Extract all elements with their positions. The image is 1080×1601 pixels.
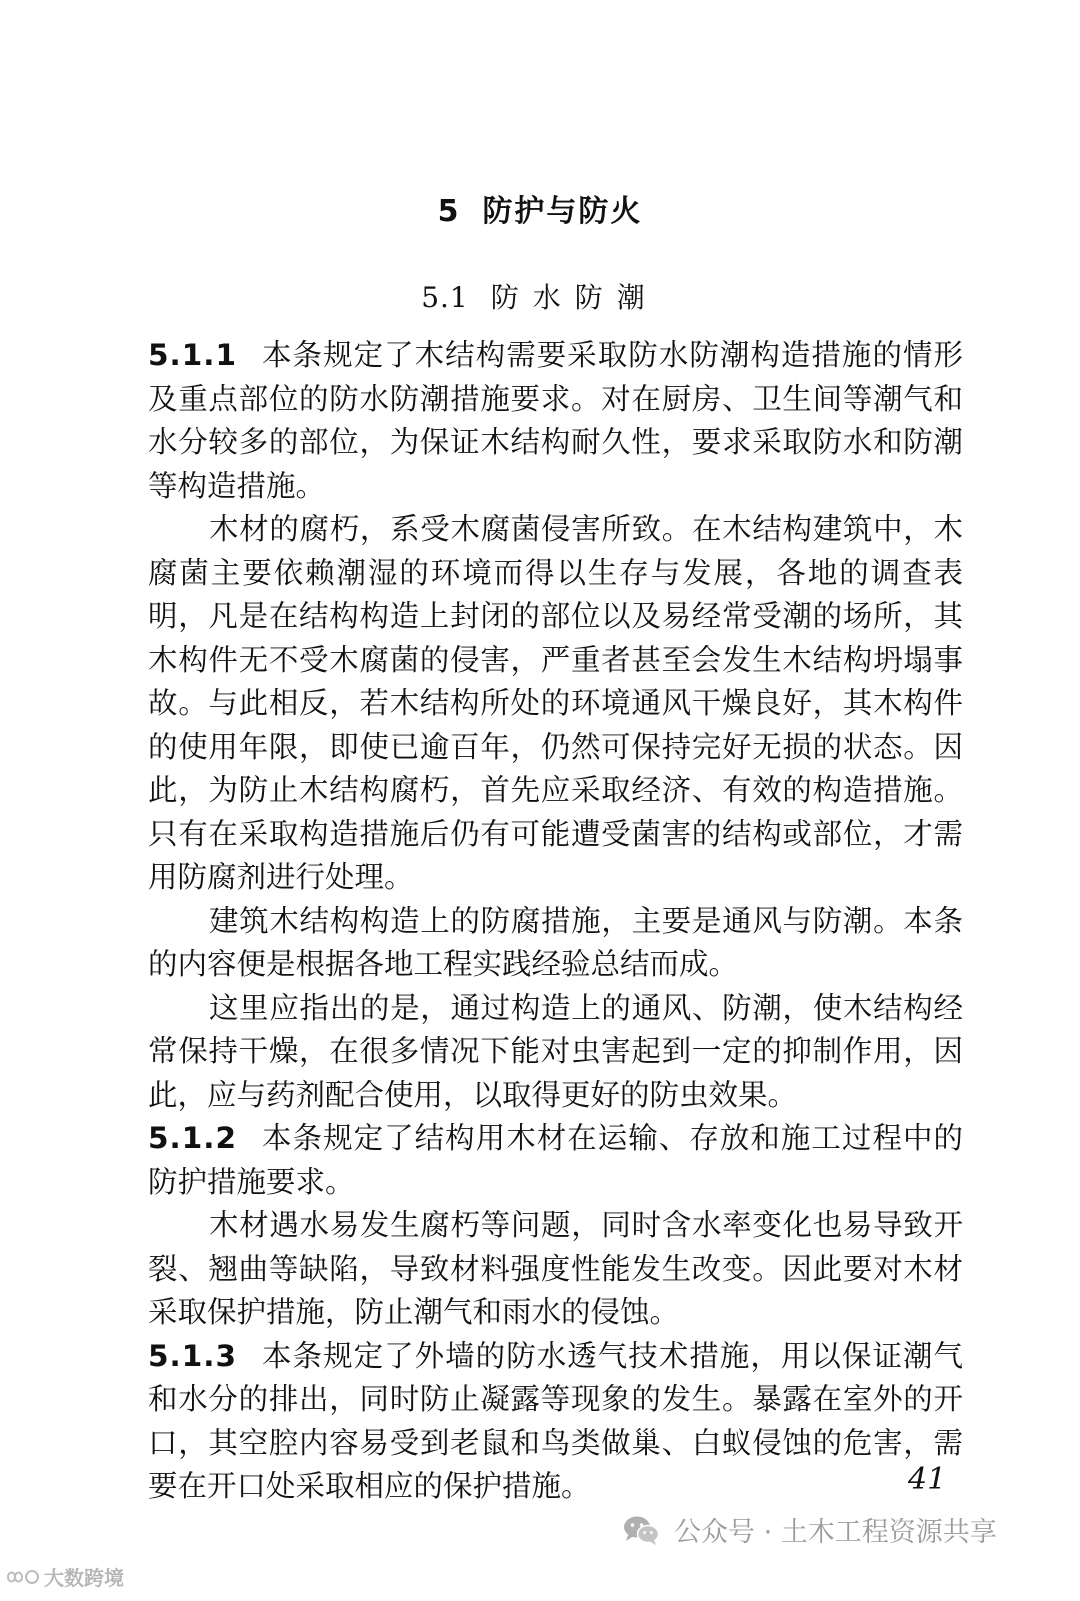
- paragraph-5-1-2: [148, 1117, 963, 1204]
- section-number: 5.1: [421, 281, 469, 314]
- infinity-logo-icon: [6, 1568, 40, 1586]
- chapter-title: [0, 186, 1080, 230]
- paragraph-text: 这里应指出的是，通过构造上的通风、防潮，使木结构经常保持干燥，在很多情况下能对虫害起到一定的抑制作用，因此，应与药剂配合使用，以取得更好的防虫效果。: [148, 990, 963, 1112]
- body-text: [148, 334, 963, 1509]
- paragraph-text: 本条规定了结构用木材在运输、存放和施工过程中的防护措施要求。: [148, 1121, 963, 1199]
- paragraph-5-1-1: [148, 334, 963, 508]
- section-title-text: 防水防潮: [490, 281, 659, 314]
- paragraph: [148, 508, 963, 900]
- paragraph-5-1-3: [148, 1335, 963, 1509]
- paragraph-text: 本条规定了木结构需要采取防水防潮构造措施的情形及重点部位的防水防潮措施要求。对在厨房、卫生间等潮气和水分较多的部位，为保证木结构耐久性，要求采取防水和防潮等构造措施。: [148, 338, 963, 503]
- section-title: [0, 276, 1080, 316]
- paragraph-text: 木材的腐朽，系受木腐菌侵害所致。在木结构建筑中，木腐菌主要依赖潮湿的环境而得以生存与发展，各地的调查表明，凡是在结构构造上封闭的部位以及易经常受潮的场所，其木构件无不受木腐菌的侵害，严重者甚至会发生木结构坍塌事故。与此相反，若木结构所处的环境通风干燥良好，其木构件的使用年限，即使已逾百年，仍然可保持完好无损的状态。因此，为防止木结构腐朽，首先应采取经济、有效的构造措施。只有在采取构造措施后仍有可能遭受菌害的结构或部位，才需用防腐剂进行处理。: [148, 512, 963, 894]
- paragraph: [148, 987, 963, 1118]
- watermark-wechat: [622, 1510, 997, 1549]
- clause-number: 5.1.1: [148, 338, 237, 372]
- paragraph: [148, 1204, 963, 1335]
- paragraph-text: 建筑木结构构造上的防腐措施，主要是通风与防潮。本条的内容便是根据各地工程实践经验总结而成。: [148, 903, 963, 981]
- paragraph: [148, 900, 963, 987]
- paragraph-text: 本条规定了外墙的防水透气技术措施，用以保证潮气和水分的排出，同时防止凝露等现象的发生。暴露在室外的开口，其空腔内容易受到老鼠和鸟类做巢、白蚁侵蚀的危害，需要在开口处采取相应的保护措施。: [148, 1338, 963, 1503]
- watermark-brand-text: 大数跨境: [44, 1566, 124, 1590]
- clause-number: 5.1.3: [148, 1338, 237, 1373]
- wechat-icon: [622, 1514, 660, 1546]
- page-number: 41: [908, 1462, 947, 1497]
- watermark-brand: [6, 1562, 124, 1591]
- clause-number: 5.1.2: [148, 1121, 237, 1155]
- watermark-wechat-text: 公众号 · 土木工程资源共享: [674, 1517, 997, 1548]
- chapter-title-text: 防护与防火: [482, 194, 643, 229]
- paragraph-text: 木材遇水易发生腐朽等问题，同时含水率变化也易导致开裂、翘曲等缺陷，导致材料强度性能发生改变。因此要对木材采取保护措施，防止潮气和雨水的侵蚀。: [148, 1208, 963, 1329]
- chapter-number: 5: [437, 194, 461, 229]
